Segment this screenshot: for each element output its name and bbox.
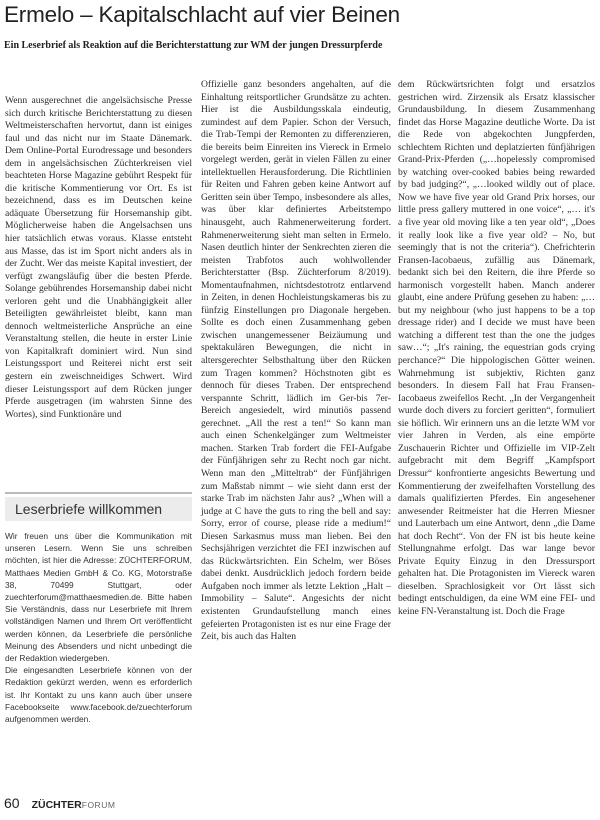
column-3-paragraph: dem Rückwärtsrichten folgt und ersatzlos gestrichen wird. Zirzensik als Ersatz klassischer Grundausbildung. In diesem Zusammenhang findet das Horse Magazine deutliche Worte. Da ist die Rede von abgekochten Jungpferden, schlechtem Richten und deplatzierten fünfjährigen Grand-Prix-Pferden („…hopelessly compromised by watching over-cooked babies being rewarded by bad judging?“, „…looked wildly out of place. Now we have five year old Grand Prix horses, our little press gallery muttered in one voice“, „… it's a five year old moving like a ten year old“, „Does it really look like a five year old? – No, but seemingly that is not the criteria“). Chefrichterin Fransen-Iacobaeus, zufällig aus Dänemark, bedankt sich bei den Reitern, die ihre Pferde so harmonisch vorgestellt haben. Manch anderer glaubt, eine andere Prüfung gesehen zu haben: „…but my neighbour (who just happens to be a top dressage rider) and I decide we must have been watching a different test than the one the judges saw…“; „It's raining, the equestrian gods crying perchance?“ Die hippologischen Götter weinen. Wahrnehmung ist subjektiv, Richten ganz besonders. In diesem Fall hat Frau Fransen-Iacobaeus zweifellos Recht. „In der Vergangenheit wurde doch divers zu forciert geritten“, formuliert sie höflich. Wir erinnern uns an die letzte WM vor vier Jahren in Verden, als eine empörte Zuschauerin Richter und Offizielle im VIP-Zelt aufgebracht mit dem Begriff „Kampfsport Dressur“ konfrontierte angesichts Bewertung und Kommentierung der zweifelhaften Vorstellung des damals qualifizierten Pferdes. Ein angesehener anwesender Reitmeister hat die Herren Miesner und Lauterbach um eine Antwort, denn „die Dame hat doch Recht“. Von der FN ist bis heute keine Stellungnahme erfolgt. Das war lange bevor Private Equity Einzug in den Dressursport gehalten hat. Die Protagonisten im Viereck waren dieselben. Sprachlosigkeit vor Ort lässt sich bedingt entschuldigen, da eine WM eine FEI- und keine FN-Veranstaltung ist. Doch die Frage bbox=[398, 79, 595, 617]
letters-box-body bbox=[5, 530, 192, 725]
page-footer bbox=[4, 795, 404, 817]
column-2-paragraph: Offizielle ganz besonders angehalten, auf die Einhaltung reitsportlicher Grundsätze zu achten. Hier ist die Ausbildungsskala eindeutig, zumindest auf dem Papier. Schon der Versuch, die Trab-Tempi der Remonten zu differenzieren, die bereits beim Einreiten ins Viereck in Ermelo vorgelegt werden, gerät in vielen Fällen zu einer intellektuellen Herausforderung. Die Richtlinien für Reiten und Fahren geben keine Antwort auf Geritten sein über Tempo, insbesondere als alles, was über klar definiertes Arbeitstempo hinausgeht, auch Rahmenerweiterung fordert. Rahmenerweiterung sieht man selten in Ermelo. Nasen deutlich hinter der Senkrechten zieren die meisten Trabfotos auch wohlwollender Berichterstatter (Bsp. Züchterforum 8/2019). Momentaufnahmen, nichtsdestotrotz entlarvend in Zeiten, in denen Hochleistungskameras bis zu fünfzig Einstellungen pro Diagonale hergeben. Sollte es doch einen Zusammenhang geben zwischen unangemessener Beizäumung und spektakulären Bewegungen, die nicht in altersgerechter Selbsthaltung über den Rücken zum Tragen kommen? Höchstnoten gibt es dennoch für dieses Traben. Der entsprechend verspannte Schritt, lädlich im Ger-bis 7er-Bereich angesiedelt, wird minutiös passend gerechnet. „All the rest a ten!“ So kann man auch einen Schenkelgänger zum Weltmeister machen. Starken Trab fordert die FEI-Aufgabe der Fünfjährigen sehr zu Recht noch gar nicht. Wenn man den „Mitteltrab“ der Fünfjährigen zum Maßstab nimmt – wie sieht dann erst der starke Trab im nächsten Jahr aus? „When will a judge at C have the guts to ring the bell and say: Sorry, error of course, please ride a medium!“ Diesen Sarkasmus muss man lieben. Bei den Sechsjährigen verzichtet die FEI inzwischen auf das Rückwärtsrichten. Ein Schelm, wer Böses dabei denkt. Ausdrücklich jedoch fordern beide Aufgaben noch immer als letzte Lektion „Halt – Immobility – Salute“. Angesichts der nicht existenten Grundaufstellung manch eines gefeierten Protagonisten ist es nur eine Frage der Zeit, bis auch das Halten bbox=[201, 79, 391, 643]
article-column-3 bbox=[398, 79, 595, 619]
letters-box-paragraph: Wir freuen uns über die Kommunikation mit unseren Lesern. Wenn Sie uns schreiben möchten, ist hier die Adresse: ZÜCHTERFORUM, Matthaes Medien GmbH & Co. KG, Motorstraße 38, 70499 Stuttgart, oder zuechterforum@matthaesmedien.de. Bitte haben Sie Verständnis, dass nur Leserbriefe mit Ihrem vollständigen Namen und Ihrem Ort veröffentlicht werden können, da Leserbriefe die persönliche Meinung des Absenders und nicht unbedingt die der Redaktion wiedergeben. bbox=[5, 531, 192, 664]
letters-box-title: Leserbriefe willkommen bbox=[5, 497, 192, 521]
letters-box-paragraph: Die eingesandten Leserbriefe können von der Redaktion gekürzt werden, wenn es erforderlich ist. Ihr Kontakt zu uns kann auch über unsere Facebookseite www.facebook.de/zuechterforum aufgenommen werden. bbox=[5, 665, 192, 725]
magazine-logo-suffix: FORUM bbox=[81, 800, 116, 810]
page-number: 60 bbox=[4, 795, 20, 811]
article-title: Ermelo – Kapitalschlacht auf vier Beinen bbox=[4, 2, 400, 27]
letters-box-rule bbox=[5, 492, 192, 494]
column-1-paragraph: Wenn ausgerechnet die angelsächsische Presse sich durch kritische Berichterstattung zu diesen Weltmeisterschaften hervortut, dann ist einiges faul und das nicht nur im Staate Dänemark. Dem Online-Portal Eurodressage und besonders dem in angelsächsischen Züchterkreisen viel beachteten Horse Magazine gebührt Respekt für die kritische Kommentierung vor Ort. Es ist bezeichnend, dass es im Deutschen keine adäquate Übersetzung für Horsemanship gibt. Möglicherweise haben die Angelsachsen uns hier tatsächlich etwas voraus. Klasse entsteht aus Masse, das ist im Sport nicht anders als in der Zucht. Wer das meiste Kapital investiert, der verfügt zwangsläufig über die besten Pferde. Solange gebührendes Horsemanship dabei nicht verloren geht und die Unabhängigkeit aller Beteiligten gewährleistet bleibt, kann man dennoch weltmeisterliche Ansprüche an eine Veranstaltung stellen, die heute in erster Linie von Kapitalkraft dominiert wird. Nun sind Leistungssport und Reiterei nicht erst seit gestern ein zweischneidiges Schwert. Wird dieser Leistungssport auf dem Rücken junger Pferde ausgetragen (im wahrsten Sinne des Wortes), sind Funktionäre und bbox=[5, 95, 192, 420]
article-column-1 bbox=[5, 95, 192, 421]
magazine-logo: ZÜCHTER bbox=[31, 799, 82, 811]
article-subtitle: Ein Leserbrief als Reaktion auf die Berichterstattung zur WM der jungen Dressurpferde bbox=[4, 40, 383, 51]
article-column-2 bbox=[201, 79, 391, 644]
